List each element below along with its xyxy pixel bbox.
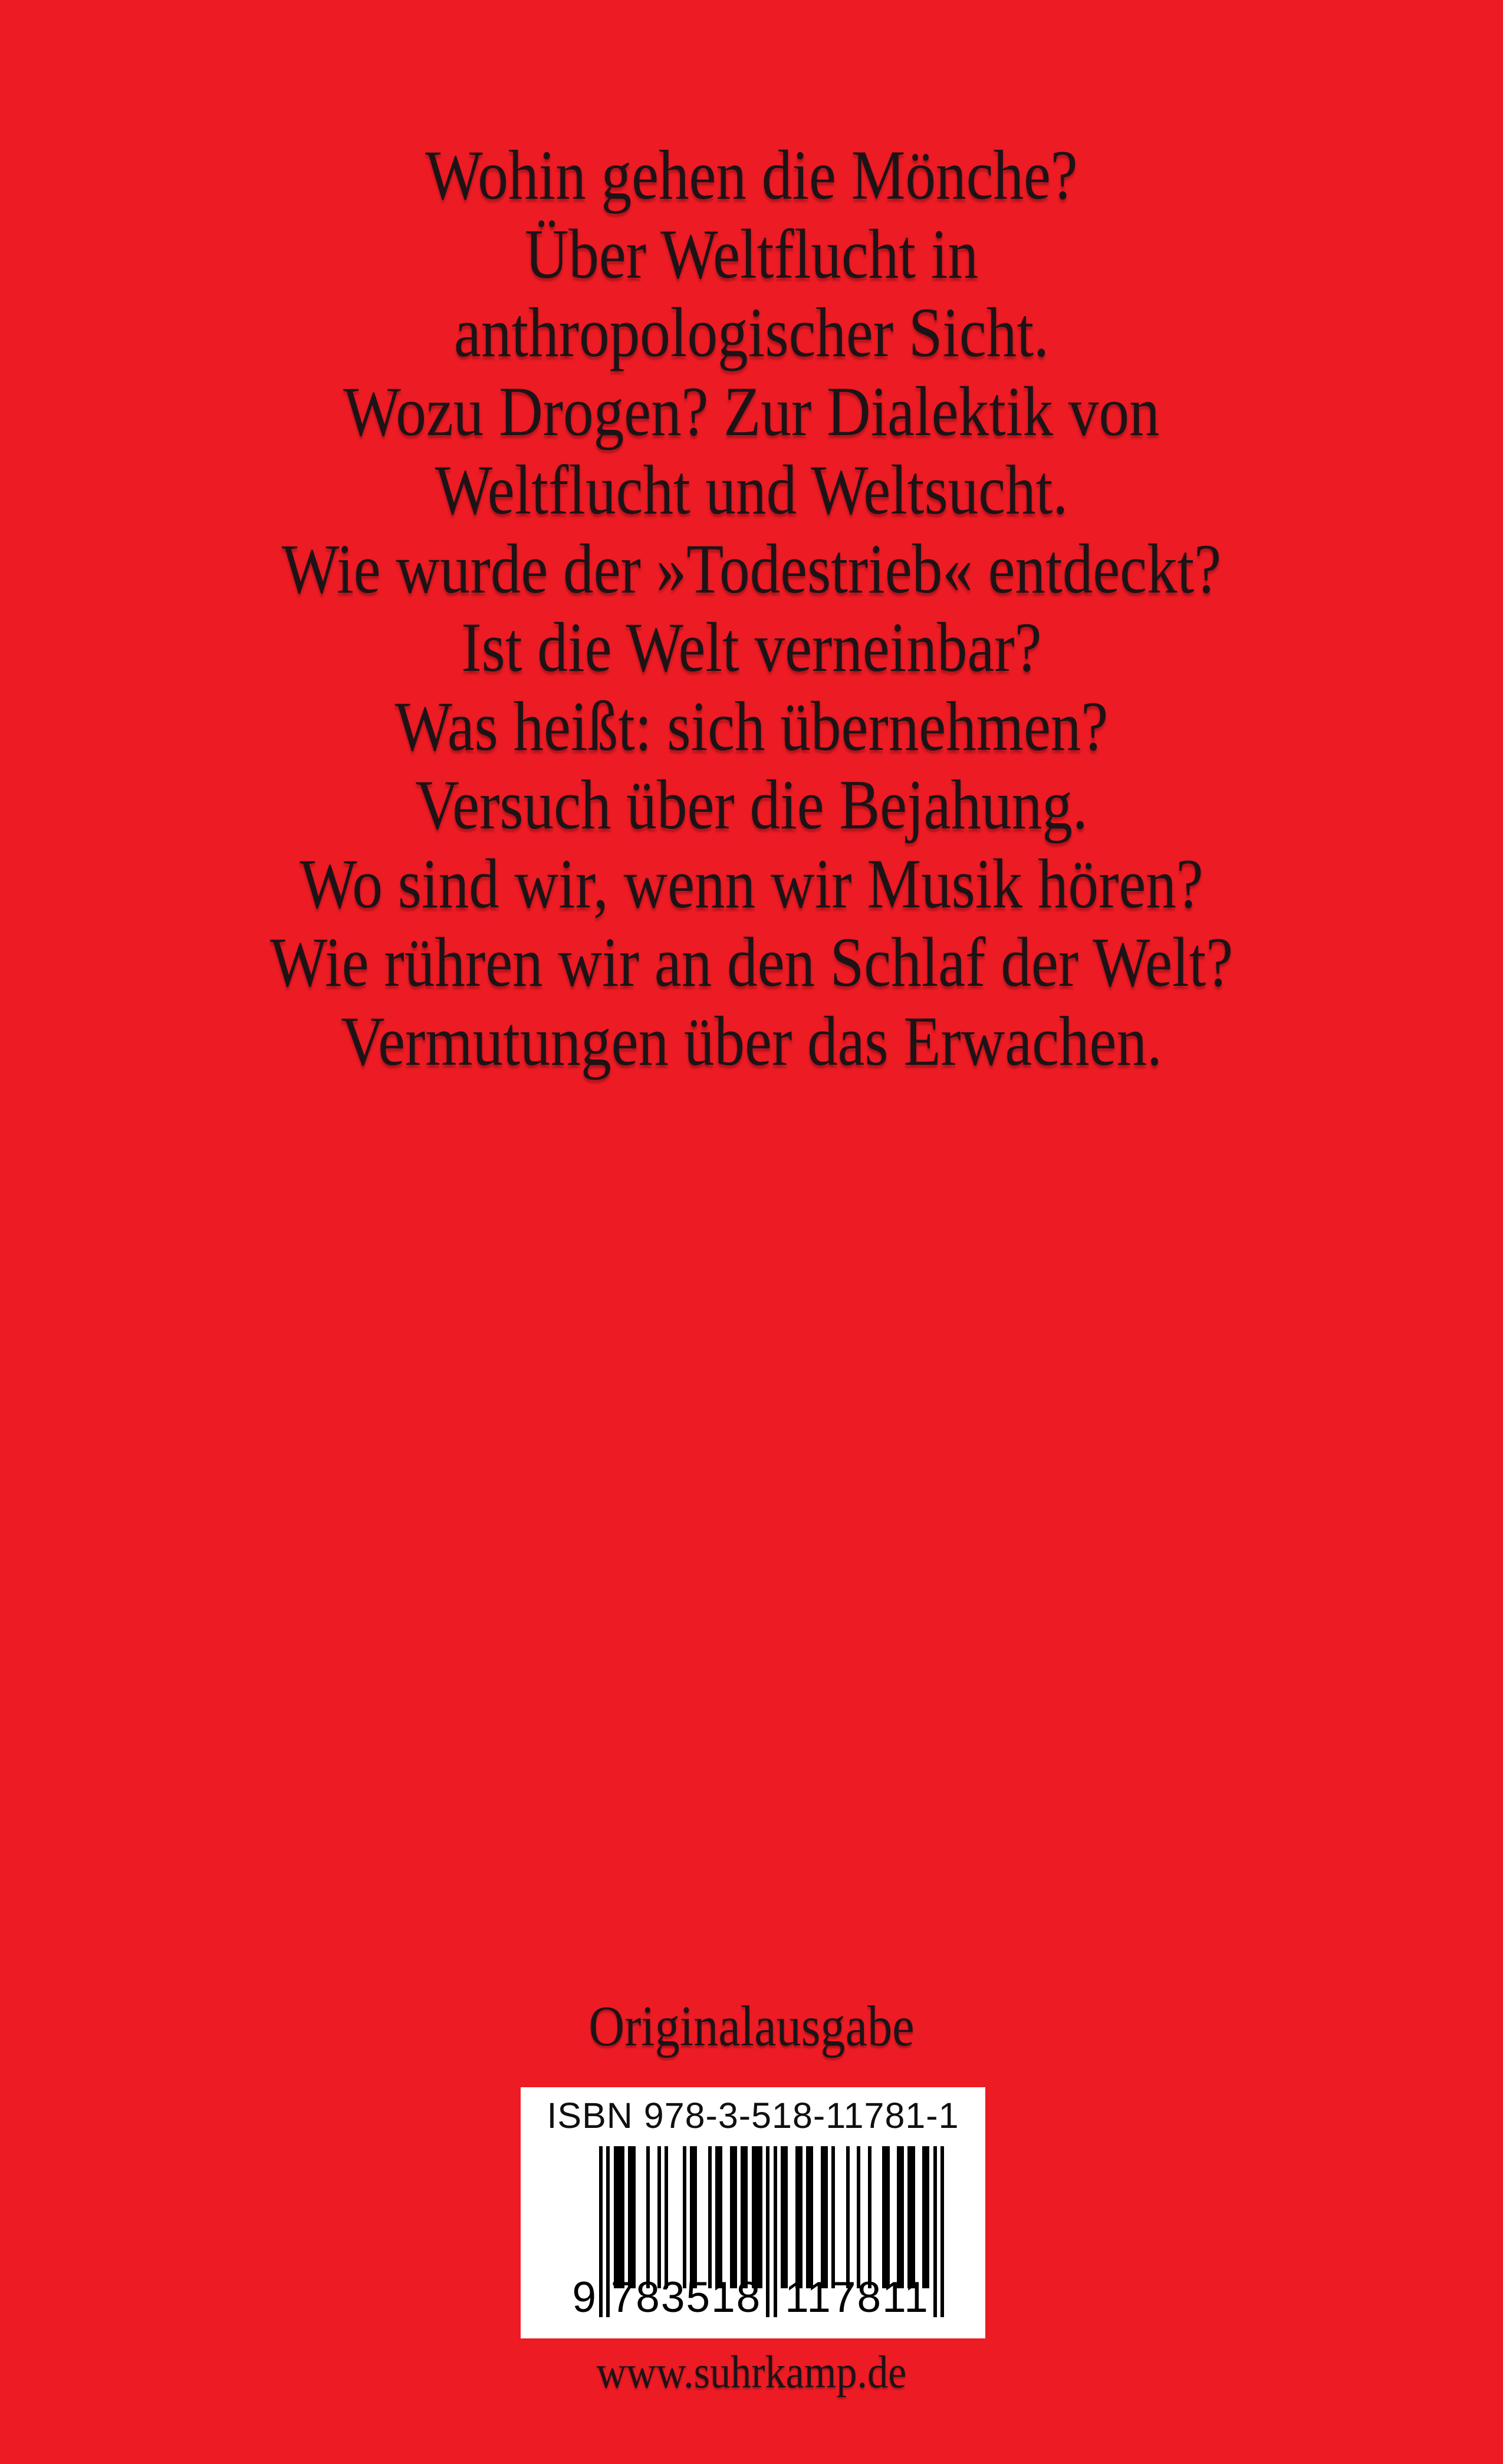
barcode-bar [926, 2146, 929, 2288]
blurb-line: Was heißt: sich übernehmen? [394, 686, 1109, 765]
blurb-line: Wie wurde der »Todestrieb« entdeckt? [281, 529, 1222, 608]
blurb-line: Wo sind wir, wenn wir Musik hören? [300, 844, 1203, 923]
barcode-bar [766, 2146, 769, 2317]
barcode-bar [868, 2146, 871, 2288]
barcode-bar [657, 2146, 661, 2288]
barcode-bar [940, 2146, 944, 2317]
publisher-website: www.suhrkamp.de [596, 2346, 907, 2397]
barcode-bar [886, 2146, 889, 2288]
barcode-lead-digit: 9 [572, 2274, 596, 2321]
barcode-bar [621, 2146, 624, 2288]
barcode-bar [719, 2146, 722, 2288]
barcode-bar [831, 2146, 835, 2288]
edition-label: Originalausgabe [588, 1995, 915, 2058]
barcode-bar [846, 2146, 850, 2288]
barcode-bar [665, 2146, 668, 2288]
blurb-line: Wozu Drogen? Zur Dialektik von [343, 371, 1160, 450]
barcode-bar [933, 2146, 937, 2317]
barcode-bar [599, 2146, 603, 2317]
isbn-number: ISBN 978-3-518-11781-1 [547, 2095, 959, 2136]
barcode-bar [784, 2146, 788, 2288]
blurb-text [0, 136, 1503, 1080]
barcode-bar [734, 2146, 737, 2288]
blurb-line: anthropologischer Sicht. [454, 293, 1049, 371]
barcode-bar [708, 2146, 712, 2288]
blurb-line: Wie rühren wir an den Schlaf der Welt? [269, 923, 1234, 1001]
barcode-bar [900, 2146, 904, 2288]
barcode-bar [744, 2146, 748, 2288]
barcode-left-group: 783518 [610, 2274, 762, 2321]
blurb-line: Versuch über die Bejahung. [415, 765, 1088, 844]
blurb-line: Ist die Welt verneinbar? [461, 608, 1042, 686]
barcode-bar [774, 2146, 777, 2317]
blurb-line: Wohin gehen die Mönche? [425, 136, 1078, 214]
barcode-bar [857, 2146, 860, 2288]
blurb-line: Vermutungen über das Erwachen. [341, 1001, 1162, 1080]
barcode-bar [799, 2146, 803, 2288]
barcode-bar [632, 2146, 635, 2288]
barcode-bar [759, 2146, 762, 2288]
barcode-bar [824, 2146, 828, 2288]
isbn-barcode-panel [521, 2087, 985, 2338]
barcode-right-group: 117811 [785, 2274, 929, 2321]
blurb-line: Über Weltflucht in [524, 214, 979, 293]
barcode-bar [693, 2146, 697, 2288]
barcode-bar [810, 2146, 813, 2288]
blurb-line: Weltflucht und Weltsucht. [435, 450, 1068, 529]
barcode-bar [683, 2146, 686, 2288]
barcode-bar [646, 2146, 650, 2288]
barcode-bar [912, 2146, 915, 2288]
